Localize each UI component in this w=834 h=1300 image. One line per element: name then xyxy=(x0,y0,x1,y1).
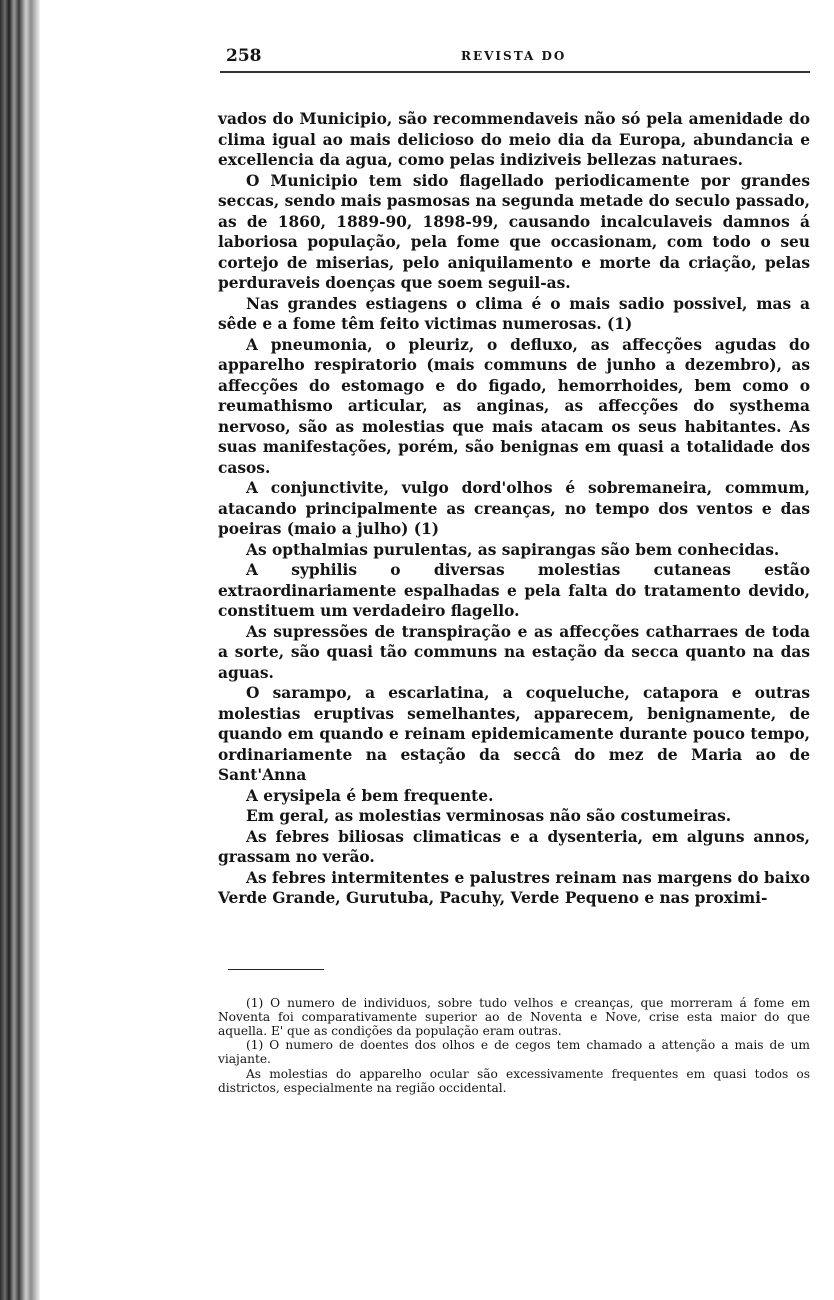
page-header xyxy=(218,40,810,76)
running-title: REVISTA DO xyxy=(461,49,567,63)
footnote: (1) O numero de individuos, sobre tudo velhos e creanças, que morreram á fome em Noventa foi comparativamente superior ao de Noventa e Nove, crise esta maior do que aquella. E' que as condições da população eram outras. xyxy=(218,995,810,1038)
body-text xyxy=(218,109,810,909)
paragraph: As opthalmias purulentas, as sapirangas são bem conhecidas. xyxy=(246,540,780,559)
book-binding-edge xyxy=(0,0,40,1300)
paragraph: As supressões de transpiração e as affecções catharraes de toda a sorte, são quasi tão communs na estação da secca quanto na das aguas. xyxy=(218,622,810,682)
footnotes xyxy=(218,996,810,1095)
paragraph: O Municipio tem sido flagellado periodicamente por grandes seccas, sendo mais pasmosas na segunda metade do seculo passado, as de 1860, 1889-90, 1898-99, causando incalculaveis damnos á laboriosa população, pela fome que occasionam, com todo o seu cortejo de miserias, pelo aniquilamento e morte da criação, pelas perduraveis doenças que soem seguil-as. xyxy=(218,171,810,292)
paragraph: A conjunctivite, vulgo dord'olhos é sobremaneira, commum, atacando principalmente as creanças, no tempo dos ventos e das poeiras (maio a julho) (1) xyxy=(218,479,810,538)
footnote-separator xyxy=(228,969,324,970)
paragraph: As febres intermitentes e palustres reinam nas margens do baixo Verde Grande, Gurutuba, Pacuhy, Verde Pequeno e nas proximi- xyxy=(218,868,810,907)
paragraph: As febres biliosas climaticas e a dysenteria, em alguns annos, grassam no verão. xyxy=(218,827,810,866)
paragraph: O sarampo, a escarlatina, a coqueluche, catapora e outras molestias eruptivas semelhantes, apparecem, benignamente, de quando em quando e reinam epidemicamente durante pouco tempo, ordinariamente na estação da seccâ do mez de Maria ao de Sant'Anna xyxy=(218,684,810,784)
page-number: 258 xyxy=(226,46,262,66)
footnote: As molestias do apparelho ocular são excessivamente frequentes em quasi todos os districtos, especialmente na região occidental. xyxy=(218,1066,810,1095)
paragraph: Nas grandes estiagens o clima é o mais sadio possivel, mas a sêde e a fome têm feito victimas numerosas. (1) xyxy=(218,294,810,333)
paragraph: vados do Municipio, são recommendaveis não só pela amenidade do clima igual ao mais delicioso do meio dia da Europa, abundancia e excellencia da agua, como pelas indiziveis bellezas naturaes. xyxy=(218,110,810,169)
footnote: (1) O numero de doentes dos olhos e de cegos tem chamado a attenção a mais de um viajante. xyxy=(218,1038,810,1067)
header-rule xyxy=(220,71,810,73)
paragraph: A syphilis o diversas molestias cutaneas estão extraordinariamente espalhadas e pela falta do tratamento devido, constituem um verdadeiro flagello. xyxy=(218,561,810,620)
paragraph: A pneumonia, o pleuriz, o defluxo, as affecções agudas do apparelho respiratorio (mais communs de junho a dezembro), as affecções do estomago e do figado, hemorrhoides, bem como o reumathismo articular, as anginas, as affecções do systhema nervoso, são as molestias que mais atacam os seus habitantes. As suas manifestações, porém, são benignas em quasi a totalidade dos casos. xyxy=(218,335,810,477)
paragraph: A erysipela é bem frequente. xyxy=(246,786,494,805)
book-page xyxy=(218,40,810,1095)
paragraph: Em geral, as molestias verminosas não são costumeiras. xyxy=(246,807,732,825)
